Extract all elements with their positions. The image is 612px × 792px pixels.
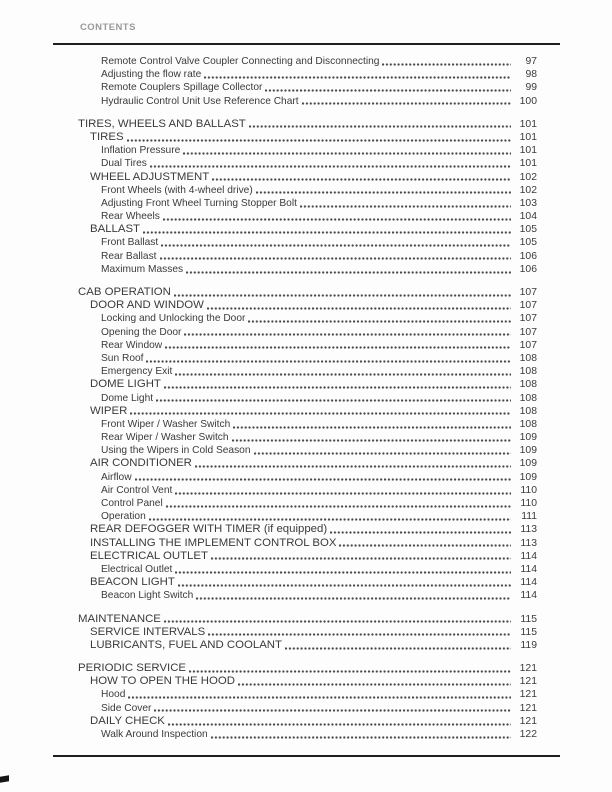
- toc-entry: [78, 118, 537, 131]
- toc-entry-label: WIPER: [90, 404, 128, 417]
- footer-rule: [53, 755, 560, 757]
- toc-entry: [78, 352, 537, 365]
- toc-entry-label: CAB OPERATION: [78, 286, 171, 298]
- toc-entry: [78, 576, 537, 589]
- dot-leader: [168, 723, 511, 726]
- toc-entry-page: 105: [519, 237, 537, 249]
- dot-leader: [164, 620, 511, 623]
- dot-leader: [233, 426, 511, 429]
- toc-entry: [78, 688, 537, 701]
- toc-entry-label: Rear Ballast: [101, 250, 157, 262]
- toc-entry: [78, 662, 537, 675]
- dot-leader: [128, 696, 511, 699]
- toc-entry-label: BALLAST: [90, 223, 141, 236]
- toc-entry: [78, 471, 537, 484]
- toc-entry: [78, 55, 537, 68]
- toc-entry-page: 101: [519, 158, 537, 170]
- toc-entry-label: DOME LIGHT: [90, 378, 161, 391]
- table-of-contents: [78, 55, 537, 741]
- dot-leader: [186, 271, 511, 274]
- toc-entry: [78, 95, 537, 108]
- toc-entry-page: 121: [519, 689, 537, 701]
- toc-entry-label: Electrical Outlet: [101, 563, 173, 575]
- toc-entry: [78, 339, 537, 352]
- dot-leader: [265, 89, 511, 92]
- toc-entry-label: Air Control Vent: [101, 484, 173, 496]
- toc-entry-page: 108: [519, 379, 537, 391]
- toc-entry-label: Rear Wiper / Washer Switch: [101, 432, 229, 444]
- dot-leader: [175, 373, 511, 376]
- toc-entry-label: Beacon Light Switch: [101, 590, 194, 602]
- toc-entry-page: 105: [519, 224, 537, 236]
- toc-entry-page: 122: [519, 729, 537, 740]
- toc-entry-page: 111: [521, 511, 537, 523]
- dot-leader: [339, 544, 511, 547]
- toc-entry-page: 109: [519, 458, 537, 470]
- toc-entry-label: ELECTRICAL OUTLET: [90, 549, 208, 562]
- toc-entry: [78, 299, 537, 312]
- dot-leader: [160, 257, 512, 260]
- dot-leader: [178, 584, 511, 587]
- toc-entry: [78, 144, 537, 157]
- toc-entry: [78, 236, 537, 249]
- toc-entry-label: Side Cover: [101, 702, 152, 714]
- toc-entry-label: Front Wheels (with 4-wheel drive): [101, 184, 253, 196]
- toc-entry-page: 110: [520, 484, 537, 496]
- toc-entry: [78, 537, 537, 550]
- toc-entry-label: Emergency Exit: [101, 366, 173, 378]
- toc-entry: [78, 715, 537, 728]
- toc-entry-label: Rear Window: [101, 339, 163, 351]
- dot-leader: [254, 452, 512, 455]
- dot-leader: [135, 478, 511, 481]
- toc-entry-page: 97: [525, 56, 537, 67]
- toc-entry-page: 114: [520, 577, 537, 589]
- toc-entry: [78, 405, 537, 418]
- toc-entry-label: Locking and Unlocking the Door: [101, 313, 246, 325]
- dot-leader: [232, 439, 511, 442]
- toc-entry-page: 121: [519, 702, 537, 714]
- toc-entry-label: Dome Light: [101, 392, 154, 404]
- toc-entry: [78, 639, 537, 652]
- toc-entry-label: REAR DEFOGGER WITH TIMER (if equipped): [90, 523, 328, 536]
- toc-entry-label: Inflation Pressure: [101, 145, 181, 157]
- dot-leader: [127, 139, 511, 142]
- toc-entry-page: 102: [519, 184, 537, 196]
- toc-entry: [78, 613, 537, 626]
- dot-leader: [256, 191, 511, 194]
- dot-leader: [212, 178, 511, 181]
- dot-leader: [285, 647, 511, 650]
- header-rule: [53, 43, 560, 45]
- toc-entry-label: Airflow: [101, 471, 132, 483]
- dot-leader: [211, 557, 511, 560]
- toc-entry-page: 101: [519, 118, 537, 130]
- toc-entry-label: Hydraulic Control Unit Use Reference Chart: [101, 95, 299, 107]
- toc-entry-page: 115: [520, 626, 537, 638]
- dot-leader: [150, 165, 511, 168]
- toc-entry: [78, 728, 537, 741]
- toc-entry: [78, 702, 537, 715]
- toc-entry-page: 99: [525, 82, 537, 94]
- toc-entry-page: 114: [520, 590, 537, 602]
- toc-entry: [78, 263, 537, 276]
- dot-leader: [163, 218, 511, 221]
- toc-entry: [78, 157, 537, 170]
- dot-leader: [189, 670, 511, 673]
- toc-entry-page: 106: [519, 263, 537, 275]
- dot-leader: [204, 76, 511, 79]
- dot-leader: [156, 399, 511, 402]
- toc-entry-page: 101: [519, 145, 537, 157]
- toc-entry-label: INSTALLING THE IMPLEMENT CONTROL BOX: [90, 536, 337, 549]
- dot-leader: [248, 320, 511, 323]
- toc-entry: [78, 484, 537, 497]
- toc-entry: [78, 444, 537, 457]
- toc-entry-label: Remote Control Valve Coupler Connecting and Disconnecting: [101, 56, 380, 67]
- toc-entry-label: Remote Couplers Spillage Collector: [101, 82, 263, 94]
- toc-entry-label: LUBRICANTS, FUEL AND COOLANT: [90, 638, 282, 651]
- toc-entry-label: Rear Wheels: [101, 211, 160, 223]
- toc-entry-label: Walk Around Inspection: [101, 729, 208, 740]
- dot-leader: [208, 633, 511, 636]
- toc-entry-page: 98: [525, 69, 537, 81]
- toc-entry-page: 121: [519, 663, 537, 675]
- toc-entry-label: Control Panel: [101, 498, 163, 509]
- toc-entry: [78, 197, 537, 210]
- dot-leader: [165, 346, 511, 349]
- toc-entry-page: 106: [519, 250, 537, 262]
- toc-entry: [78, 286, 537, 299]
- toc-entry-page: 109: [519, 432, 537, 444]
- dot-leader: [196, 597, 511, 600]
- toc-entry-page: 108: [519, 418, 537, 430]
- toc-entry: [78, 312, 537, 325]
- scan-artifact: [0, 775, 9, 783]
- toc-entry-label: DAILY CHECK: [90, 714, 165, 727]
- toc-entry: [78, 171, 537, 184]
- dot-leader: [146, 360, 511, 363]
- toc-entry-page: 114: [520, 563, 537, 575]
- dot-leader: [149, 518, 511, 521]
- dot-leader: [382, 63, 511, 66]
- toc-entry: [78, 550, 537, 563]
- toc-entry-label: Maximum Masses: [101, 263, 184, 275]
- toc-entry: [78, 184, 537, 197]
- toc-entry-page: 107: [519, 313, 537, 325]
- toc-entry-label: SERVICE INTERVALS: [90, 625, 206, 638]
- toc-entry-label: Front Wiper / Washer Switch: [101, 418, 231, 430]
- toc-entry: [78, 510, 537, 523]
- toc-entry: [78, 131, 537, 144]
- toc-entry-page: 100: [519, 95, 537, 107]
- toc-entry-label: AIR CONDITIONER: [90, 457, 192, 470]
- toc-entry-page: 108: [519, 392, 537, 404]
- toc-entry: [78, 418, 537, 431]
- dot-leader: [300, 205, 511, 208]
- toc-entry-label: HOW TO OPEN THE HOOD: [90, 675, 235, 688]
- toc-entry-label: Adjusting Front Wheel Turning Stopper Bolt: [101, 197, 297, 209]
- toc-entry-label: Using the Wipers in Cold Season: [101, 445, 251, 457]
- dot-leader: [143, 231, 511, 234]
- toc-entry-page: 107: [519, 339, 537, 351]
- dot-leader: [175, 571, 511, 574]
- toc-entry-page: 107: [519, 300, 537, 312]
- dot-leader: [184, 333, 511, 336]
- toc-entry-label: TIRES: [90, 130, 124, 143]
- toc-entry: [78, 589, 537, 602]
- toc-entry-label: Dual Tires: [101, 158, 147, 170]
- toc-entry: [78, 431, 537, 444]
- toc-entry: [78, 365, 537, 378]
- dot-leader: [207, 307, 511, 310]
- toc-entry: [78, 210, 537, 223]
- toc-entry-label: Hood: [101, 689, 126, 701]
- toc-entry-label: Operation: [101, 511, 146, 523]
- toc-entry: [78, 497, 537, 510]
- toc-entry-label: Adjusting the flow rate: [101, 69, 202, 81]
- dot-leader: [154, 709, 511, 712]
- toc-entry: [78, 378, 537, 391]
- dot-leader: [238, 683, 511, 686]
- toc-entry-page: 103: [519, 197, 537, 209]
- dot-leader: [164, 386, 511, 389]
- dot-leader: [130, 412, 511, 415]
- toc-entry-page: 108: [519, 352, 537, 364]
- toc-entry-label: PERIODIC SERVICE: [78, 662, 187, 675]
- toc-entry: [78, 68, 537, 81]
- toc-entry-page: 102: [519, 171, 537, 183]
- toc-entry-page: 119: [520, 639, 537, 651]
- toc-entry-page: 101: [519, 131, 537, 143]
- toc-entry-page: 109: [519, 471, 537, 483]
- toc-entry-page: 107: [519, 287, 537, 298]
- toc-entry-page: 107: [519, 326, 537, 338]
- toc-entry: [78, 523, 537, 536]
- page-header: CONTENTS: [80, 22, 136, 33]
- toc-entry: [78, 392, 537, 405]
- toc-entry-page: 113: [520, 524, 537, 536]
- dot-leader: [249, 125, 511, 128]
- toc-entry: [78, 250, 537, 263]
- toc-entry-page: 114: [520, 550, 537, 562]
- toc-entry: [78, 326, 537, 339]
- toc-entry-label: TIRES, WHEELS AND BALLAST: [78, 117, 246, 130]
- toc-entry-label: DOOR AND WINDOW: [90, 299, 204, 312]
- toc-entry: [78, 626, 537, 639]
- toc-entry-label: MAINTENANCE: [78, 612, 161, 625]
- toc-entry-label: Opening the Door: [101, 326, 182, 338]
- toc-entry-label: Sun Roof: [101, 352, 144, 364]
- toc-entry: [78, 675, 537, 688]
- toc-entry-page: 110: [520, 498, 537, 509]
- dot-leader: [166, 505, 511, 508]
- toc-entry-page: 121: [519, 676, 537, 688]
- toc-entry-page: 109: [519, 445, 537, 457]
- dot-leader: [302, 102, 511, 105]
- toc-entry-label: WHEEL ADJUSTMENT: [90, 170, 210, 183]
- dot-leader: [211, 736, 511, 739]
- dot-leader: [183, 152, 511, 155]
- toc-entry-page: 115: [520, 613, 537, 625]
- toc-entry-page: 104: [519, 211, 537, 223]
- toc-entry-page: 108: [519, 366, 537, 378]
- toc-entry-page: 113: [520, 537, 537, 549]
- dot-leader: [161, 244, 511, 247]
- toc-entry: [78, 81, 537, 94]
- dot-leader: [195, 465, 511, 468]
- toc-entry-page: 121: [519, 715, 537, 727]
- dot-leader: [175, 492, 511, 495]
- toc-entry: [78, 563, 537, 576]
- dot-leader: [174, 294, 511, 297]
- toc-entry-page: 108: [519, 405, 537, 417]
- toc-entry: [78, 457, 537, 470]
- toc-entry-label: Front Ballast: [101, 237, 159, 249]
- toc-entry: [78, 223, 537, 236]
- dot-leader: [330, 531, 511, 534]
- toc-entry-label: BEACON LIGHT: [90, 576, 175, 589]
